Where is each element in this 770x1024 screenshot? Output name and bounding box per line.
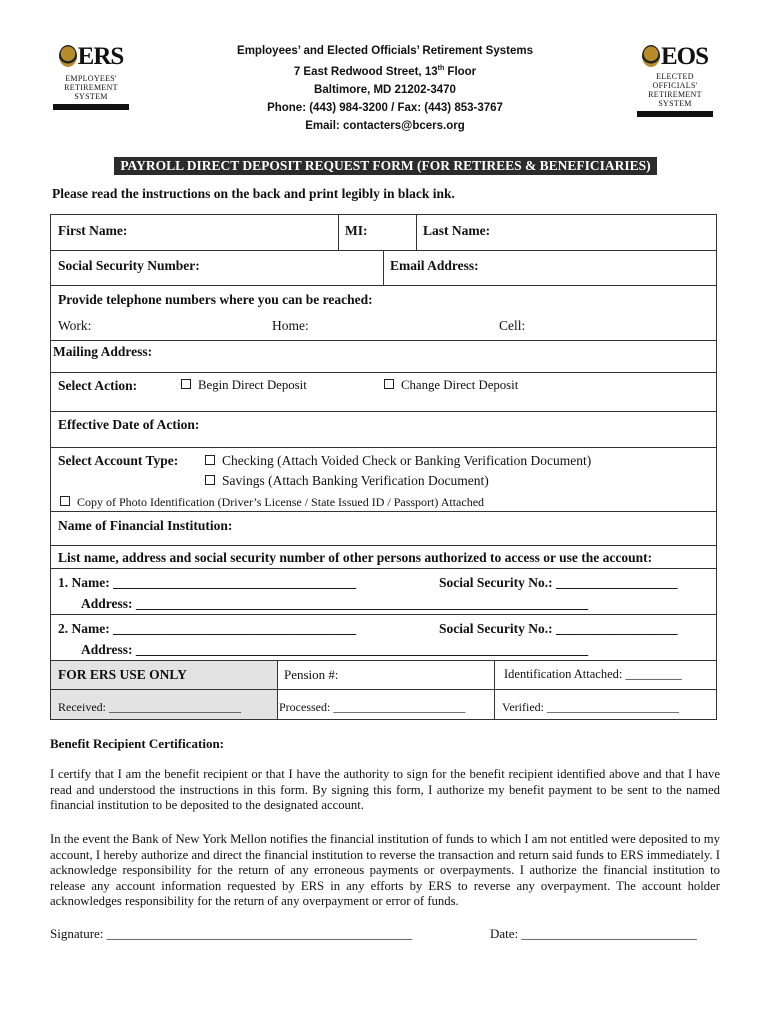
ers-logo-line3: SYSTEM: [74, 92, 108, 101]
person2-name[interactable]: 2. Name: ____________________________________: [58, 621, 357, 636]
person1-name[interactable]: 1. Name: ____________________________________: [58, 575, 357, 590]
savings-option[interactable]: Savings (Attach Banking Verification Document): [205, 473, 489, 489]
financial-institution-label: Name of Financial Institution:: [58, 518, 233, 533]
person2-ssn[interactable]: Social Security No.: __________________: [439, 621, 678, 636]
phone-line: Phone: (443) 984-3200 / Fax: (443) 853-3767: [267, 101, 503, 114]
address-line: 7 East Redwood Street, 13th Floor: [293, 65, 477, 78]
email-label: Email Address:: [390, 258, 479, 273]
certification-paragraph-1: I certify that I am the benefit recipient or that I have the authority to sign for the benefit recipient identified above and that I have read and understood the instructions in this form. By signing this form, I authorize my benefit payment to be sent to the named financial institution to be deposited to the designated account.: [50, 767, 720, 812]
ers-use-only-label: FOR ERS USE ONLY: [58, 667, 187, 682]
verified-field[interactable]: Verified: ______________________: [502, 700, 679, 714]
cell-label: Cell:: [499, 318, 526, 333]
eos-logo-line1: ELECTED: [656, 72, 694, 81]
signature-field[interactable]: Signature: _______________________________________________: [50, 926, 413, 941]
email-line: Email: contacters@bcers.org: [305, 119, 465, 132]
ssn-label: Social Security Number:: [58, 258, 200, 273]
begin-direct-deposit-option[interactable]: Begin Direct Deposit: [181, 378, 307, 393]
last-name-label: Last Name:: [423, 223, 491, 238]
org-name: Employees’ and Elected Officials’ Retirement Systems: [237, 45, 533, 57]
eos-logo-line2: OFFICIALS': [652, 81, 698, 90]
checkbox-icon[interactable]: [181, 379, 191, 389]
effective-date-label: Effective Date of Action:: [58, 417, 200, 432]
processed-field[interactable]: Processed: ______________________: [279, 700, 466, 714]
mailing-address-label: Mailing Address:: [53, 344, 153, 359]
form-title: PAYROLL DIRECT DEPOSIT REQUEST FORM (FOR RETIREES & BENEFICIARIES): [114, 157, 657, 175]
photo-id-option[interactable]: Copy of Photo Identification (Driver’s License / State Issued ID / Passport) Attached: [60, 495, 484, 510]
certification-heading: Benefit Recipient Certification:: [50, 736, 225, 751]
pension-number-field[interactable]: Pension #:: [284, 667, 339, 682]
eos-logo-line3: RETIREMENT: [648, 90, 702, 99]
work-label: Work:: [58, 318, 92, 333]
header-block: [150, 42, 620, 135]
home-label: Home:: [272, 318, 309, 333]
person1-ssn[interactable]: Social Security No.: __________________: [439, 575, 678, 590]
checkbox-icon[interactable]: [205, 475, 215, 485]
person1-address[interactable]: Address: ___________________________________________________________________: [81, 596, 589, 611]
select-action-label: Select Action:: [58, 378, 138, 393]
eos-logo-mark: EOS: [660, 43, 709, 70]
received-field[interactable]: Received: ______________________: [58, 700, 241, 714]
checking-option[interactable]: Checking (Attach Voided Check or Banking Verification Document): [205, 453, 591, 469]
eos-logo: [632, 44, 718, 117]
first-name-label: First Name:: [58, 223, 128, 238]
city-line: Baltimore, MD 21202-3470: [314, 83, 456, 96]
account-type-label: Select Account Type:: [58, 453, 179, 468]
mi-label: MI:: [345, 223, 368, 238]
checkbox-icon[interactable]: [205, 455, 215, 465]
eos-logo-line4: SYSTEM: [658, 99, 692, 108]
change-direct-deposit-option[interactable]: Change Direct Deposit: [384, 378, 518, 393]
certification-paragraph-2: In the event the Bank of New York Mellon notifies the financial institution of funds to which I am not entitled were deposited to my account, I hereby authorize and direct the financial institution to reverse the transaction and return said funds to ERS immediately. I acknowledge responsibility for the return of any erroneous payments or overpayments. I authorize the financial institution to release any account information requested by ERS in any efforts by ERS to reverse any overpayment. The account holder acknowledges responsibility for the return of any overpayment or error of funds.: [50, 832, 720, 908]
ers-logo-mark: ERS: [77, 43, 124, 70]
checkbox-icon[interactable]: [60, 496, 70, 506]
phones-label: Provide telephone numbers where you can be reached:: [58, 292, 373, 307]
date-field[interactable]: Date: ___________________________: [490, 926, 697, 941]
identification-attached-field[interactable]: Identification Attached: _________: [504, 667, 682, 681]
seal-icon: [59, 45, 77, 67]
ers-logo-line2: RETIREMENT: [64, 83, 118, 92]
ers-logo: [48, 44, 134, 110]
person2-address[interactable]: Address: ___________________________________________________________________: [81, 642, 589, 657]
instructions: Please read the instructions on the back and print legibly in black ink.: [52, 186, 455, 201]
authorized-persons-label: List name, address and social security number of other persons authorized to access or use the account:: [58, 550, 653, 565]
checkbox-icon[interactable]: [384, 379, 394, 389]
seal-icon: [642, 45, 660, 67]
ers-logo-line1: EMPLOYEES': [65, 74, 117, 83]
